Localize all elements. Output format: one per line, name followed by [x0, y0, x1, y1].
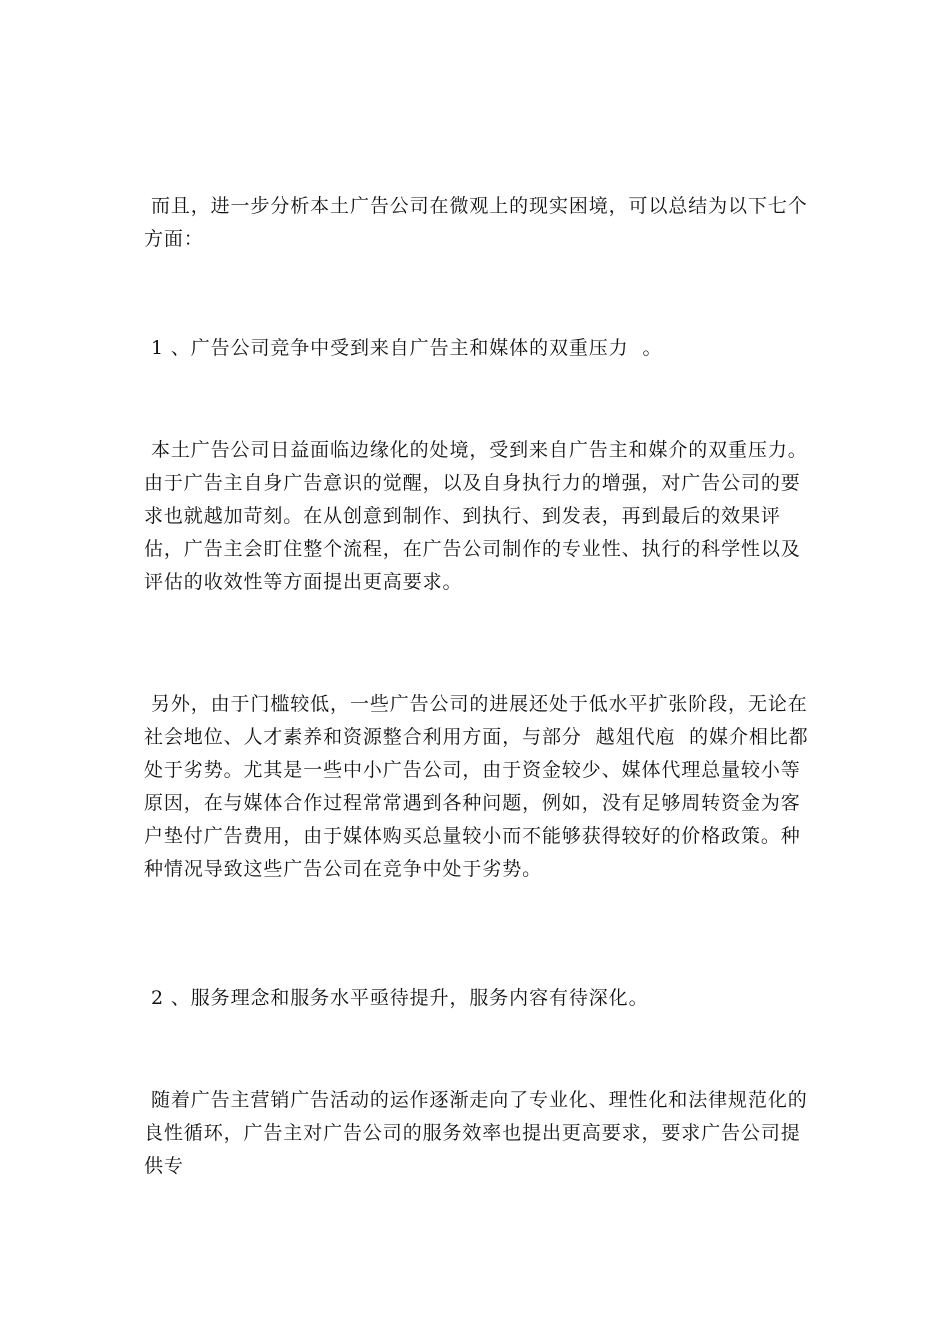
- heading-point-2: 2 、服务理念和服务水平亟待提升，服务内容有待深化。: [144, 987, 649, 1009]
- paragraph-point-1-detail: 另外，由于门槛较低，一些广告公司的进展还处于低水平扩张阶段，无论在社会地位、人才素养和资源整合利用方面，与部分 越俎代庖 的媒介相比都处于劣势。尤其是一些中小广告公司，由于资金较少、媒体代理总量较小等原因，在与媒体合作过程常常遇到各种问题，例如，没有足够周转资金为客户垫付广告费用，由于媒体购买总量较小而不能够获得较好的价格政策。种种情况导致这些广告公司在竞争中处于劣势。: [144, 693, 809, 880]
- heading-point-1: 1 、广告公司竞争中受到来自广告主和媒体的双重压力 。: [144, 337, 663, 359]
- paragraph-point-2-body: 随着广告主营销广告活动的运作逐渐走向了专业化、理性化和法律规范化的良性循环，广告主对广告公司的服务效率也提出更高要求，要求广告公司提供专: [144, 1089, 808, 1177]
- paragraph-intro: 而且，进一步分析本土广告公司在微观上的现实困境，可以总结为以下七个方面：: [144, 195, 808, 250]
- paragraph-point-1-body: 本土广告公司日益面临边缘化的处境，受到来自广告主和媒介的双重压力。由于广告主自身广告意识的觉醒，以及自身执行力的增强，对广告公司的要求也就越加苛刻。在从创意到制作、到执行、到发表，再到最后的效果评估，广告主会盯住整个流程，在广告公司制作的专业性、执行的科学性以及评估的收效性等方面提出更高要求。: [144, 439, 808, 593]
